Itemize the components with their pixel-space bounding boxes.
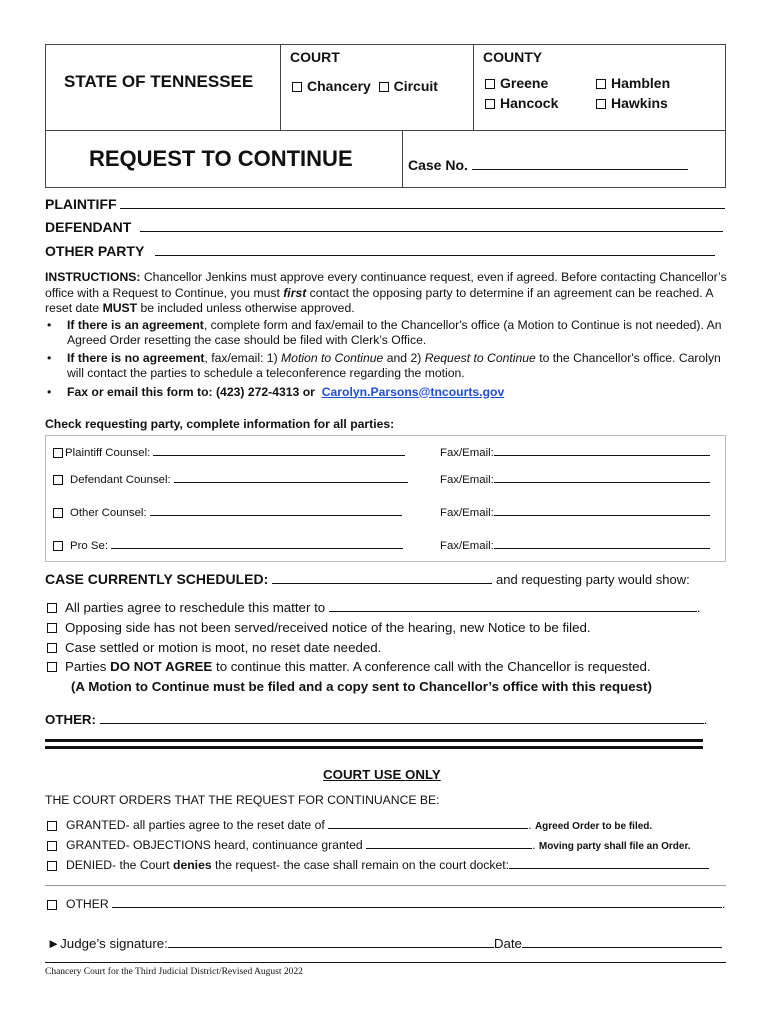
state-name: STATE OF TENNESSEE xyxy=(64,72,254,91)
court-other-checkbox[interactable] xyxy=(47,900,57,910)
instruction-fax xyxy=(45,385,727,401)
instructions-text: be included unless otherwise approved. xyxy=(140,301,355,315)
scheduled-row xyxy=(45,571,690,587)
court-other-row: OTHER . xyxy=(47,897,737,911)
court-other-field[interactable] xyxy=(112,907,722,908)
denied-field[interactable] xyxy=(509,868,709,869)
other-label: OTHER: xyxy=(45,712,96,727)
other-counsel-label: Other Counsel: xyxy=(70,507,147,519)
defendant-counsel-checkbox[interactable] xyxy=(53,475,63,485)
denied-row xyxy=(47,858,737,872)
other-fax-field[interactable] xyxy=(494,515,710,516)
other-field[interactable] xyxy=(100,723,704,724)
instruction-agreement xyxy=(45,318,727,349)
defendant-row xyxy=(45,219,725,235)
defendant-counsel-label: Defendant Counsel: xyxy=(70,474,171,486)
chancery-label: Chancery xyxy=(307,78,371,94)
not-agree-bold: DO NOT AGREE xyxy=(110,659,213,674)
greene-label: Greene xyxy=(500,75,549,91)
hancock-label: Hancock xyxy=(500,95,559,111)
granted-objections-note: Moving party shall file an Order. xyxy=(538,841,691,852)
footer-text: Chancery Court for the Third Judicial District/Revised August 2022 xyxy=(45,967,303,977)
denied-extra-line[interactable] xyxy=(45,885,726,886)
circuit-checkbox[interactable] xyxy=(379,82,389,92)
scheduled-label: CASE CURRENTLY SCHEDULED: xyxy=(45,571,269,587)
instruction-italic: Motion to Continue xyxy=(281,350,384,365)
court-other-label: OTHER xyxy=(66,897,109,911)
other-counsel-checkbox[interactable] xyxy=(53,508,63,518)
granted-objections-checkbox[interactable] xyxy=(47,841,57,851)
plaintiff-counsel-checkbox[interactable] xyxy=(53,448,63,458)
denied-label: DENIED- the Court xyxy=(66,858,170,872)
moot-label: Case settled or motion is moot, no reset date needed. xyxy=(65,640,382,655)
instructions xyxy=(45,270,727,400)
county-label: COUNTY xyxy=(483,49,543,65)
plaintiff-fax-field[interactable] xyxy=(494,455,710,456)
requesting-heading: Check requesting party, complete information for all parties: xyxy=(45,417,395,431)
instructions-first: first xyxy=(283,285,307,300)
court-orders-text: THE COURT ORDERS THAT THE REQUEST FOR CONTINUANCE BE: xyxy=(45,793,440,807)
signature-row xyxy=(47,936,737,951)
denied-bold: denies xyxy=(173,858,212,872)
scheduled-option-4 xyxy=(47,659,651,674)
instruction-italic: Request to Continue xyxy=(424,350,536,365)
plaintiff-row xyxy=(45,196,725,212)
instructions-label: INSTRUCTIONS: xyxy=(45,270,141,284)
fax-label: Fax/Email: xyxy=(440,507,494,519)
hamblen-checkbox[interactable] xyxy=(596,79,606,89)
other-counsel-field[interactable] xyxy=(150,515,402,516)
other-party-row xyxy=(45,243,725,259)
pro-se-fax-field[interactable] xyxy=(494,548,710,549)
hancock-checkbox[interactable] xyxy=(485,99,495,109)
instructions-paragraph xyxy=(45,270,727,317)
granted-reset-date-field[interactable] xyxy=(328,828,528,829)
plaintiff-counsel-label: Plaintiff Counsel: xyxy=(65,447,151,459)
granted-objections-label: GRANTED- OBJECTIONS heard, continuance granted xyxy=(66,838,363,852)
defendant-counsel-fax xyxy=(440,474,710,486)
instruction-text: , fax/email: 1) xyxy=(204,350,278,365)
judge-signature-label: ►Judge’s signature: xyxy=(47,936,168,951)
defendant-fax-field[interactable] xyxy=(494,482,710,483)
plaintiff-field[interactable] xyxy=(120,208,725,209)
other-row: OTHER: . xyxy=(45,712,708,727)
reschedule-date-field[interactable] xyxy=(329,611,697,612)
circuit-label: Circuit xyxy=(393,78,438,94)
court-label: COURT xyxy=(290,49,340,65)
not-served-checkbox[interactable] xyxy=(47,623,57,633)
defendant-counsel-field[interactable] xyxy=(174,482,408,483)
county-hamblen xyxy=(596,75,670,91)
instruction-bold: If there is no agreement xyxy=(67,350,205,365)
instruction-bold: Fax or email this form to: (423) 272-4313 or xyxy=(67,384,315,399)
email-link[interactable]: Carolyn.Parsons@tncourts.gov xyxy=(321,384,505,399)
divider-bottom xyxy=(45,746,703,749)
requesting-row xyxy=(53,540,403,552)
plaintiff-counsel-field[interactable] xyxy=(153,455,405,456)
reschedule-checkbox[interactable] xyxy=(47,603,57,613)
plaintiff-counsel-fax xyxy=(440,447,710,459)
case-no-field[interactable] xyxy=(472,169,688,170)
scheduled-option-1: All parties agree to reschedule this matter to . xyxy=(47,600,727,615)
other-party-label: OTHER PARTY xyxy=(45,243,145,259)
granted-agreed-note: Agreed Order to be filed. xyxy=(534,821,653,832)
pro-se-field[interactable] xyxy=(111,548,403,549)
motion-note: (A Motion to Continue must be filed and a copy sent to Chancellor’s office with this request) xyxy=(71,679,652,694)
other-counsel-fax xyxy=(440,507,710,519)
instruction-no-agreement xyxy=(45,351,727,382)
fax-label: Fax/Email: xyxy=(440,447,494,459)
denied-label: the request- the case shall remain on the court docket: xyxy=(215,858,510,872)
pro-se-label: Pro Se: xyxy=(70,540,108,552)
pro-se-fax xyxy=(440,540,710,552)
requesting-row xyxy=(53,507,402,519)
requesting-row xyxy=(53,447,405,459)
judge-signature-field[interactable] xyxy=(168,947,494,948)
county-greene xyxy=(485,75,548,91)
court-options xyxy=(292,78,438,94)
footer-rule xyxy=(45,962,726,963)
hawkins-checkbox[interactable] xyxy=(596,99,606,109)
instruction-bold: If there is an agreement xyxy=(67,317,204,332)
other-party-field[interactable] xyxy=(155,255,715,256)
defendant-field[interactable] xyxy=(140,231,723,232)
not-agree-text: Parties xyxy=(65,659,107,674)
granted-agreed-checkbox[interactable] xyxy=(47,821,57,831)
instructions-list xyxy=(45,318,727,401)
instructions-text: contact the opposing party to determine if an agreement can be reached. A reset date xyxy=(45,285,713,315)
county-hawkins xyxy=(596,95,668,111)
defendant-label: DEFENDANT xyxy=(45,219,132,235)
plaintiff-label: PLAINTIFF xyxy=(45,196,117,212)
instructions-must: MUST xyxy=(102,301,138,315)
granted-objections-row: GRANTED- OBJECTIONS heard, continuance granted . Moving party shall file an Order. xyxy=(47,838,747,852)
not-agree-checkbox[interactable] xyxy=(47,662,57,672)
fax-label: Fax/Email: xyxy=(440,540,494,552)
page-title: REQUEST TO CONTINUE xyxy=(89,146,353,171)
chancery-checkbox[interactable] xyxy=(292,82,302,92)
greene-checkbox[interactable] xyxy=(485,79,495,89)
not-served-label: Opposing side has not been served/received notice of the hearing, new Notice to be filed. xyxy=(65,620,591,635)
date-label: Date xyxy=(493,936,522,951)
scheduled-option-2 xyxy=(47,620,591,635)
instruction-text: and 2) xyxy=(386,350,422,365)
scheduled-field[interactable] xyxy=(272,583,492,584)
instruction-text: , complete form and fax/email to the Chancellor's office (a Motion to Continue is not needed). An Agreed Order resetting the case should be filed with Clerk’s Office. xyxy=(67,317,722,347)
scheduled-option-3 xyxy=(47,640,381,655)
fax-label: Fax/Email: xyxy=(440,474,494,486)
court-use-heading: COURT USE ONLY xyxy=(323,767,441,782)
granted-agreed-row: GRANTED- all parties agree to the reset date of . Agreed Order to be filed. xyxy=(47,818,737,832)
reschedule-label: All parties agree to reschedule this matter to xyxy=(65,600,326,615)
pro-se-checkbox[interactable] xyxy=(53,541,63,551)
moot-checkbox[interactable] xyxy=(47,643,57,653)
requesting-row xyxy=(53,474,408,486)
granted-objections-field[interactable] xyxy=(366,848,532,849)
hamblen-label: Hamblen xyxy=(611,75,671,91)
county-hancock xyxy=(485,95,558,111)
granted-agreed-label: GRANTED- all parties agree to the reset date of xyxy=(66,818,325,832)
instruction-text: to the Chancellor's office. Carolyn will contact the parties to schedule a teleconference regarding the motion. xyxy=(67,350,721,380)
hawkins-label: Hawkins xyxy=(611,95,668,111)
instructions-text: Chancellor Jenkins must approve every continuance request, even if agreed. Before contacting Chancellor’s office with a Request to Continue, you must xyxy=(45,270,727,300)
case-no xyxy=(408,157,688,173)
denied-checkbox[interactable] xyxy=(47,861,57,871)
not-agree-text: to continue this matter. A conference call with the Chancellor is requested. xyxy=(216,659,651,674)
case-no-label: Case No. xyxy=(408,157,468,173)
date-field[interactable] xyxy=(522,947,722,948)
scheduled-suffix: and requesting party would show: xyxy=(496,572,690,587)
divider-top xyxy=(45,739,703,742)
